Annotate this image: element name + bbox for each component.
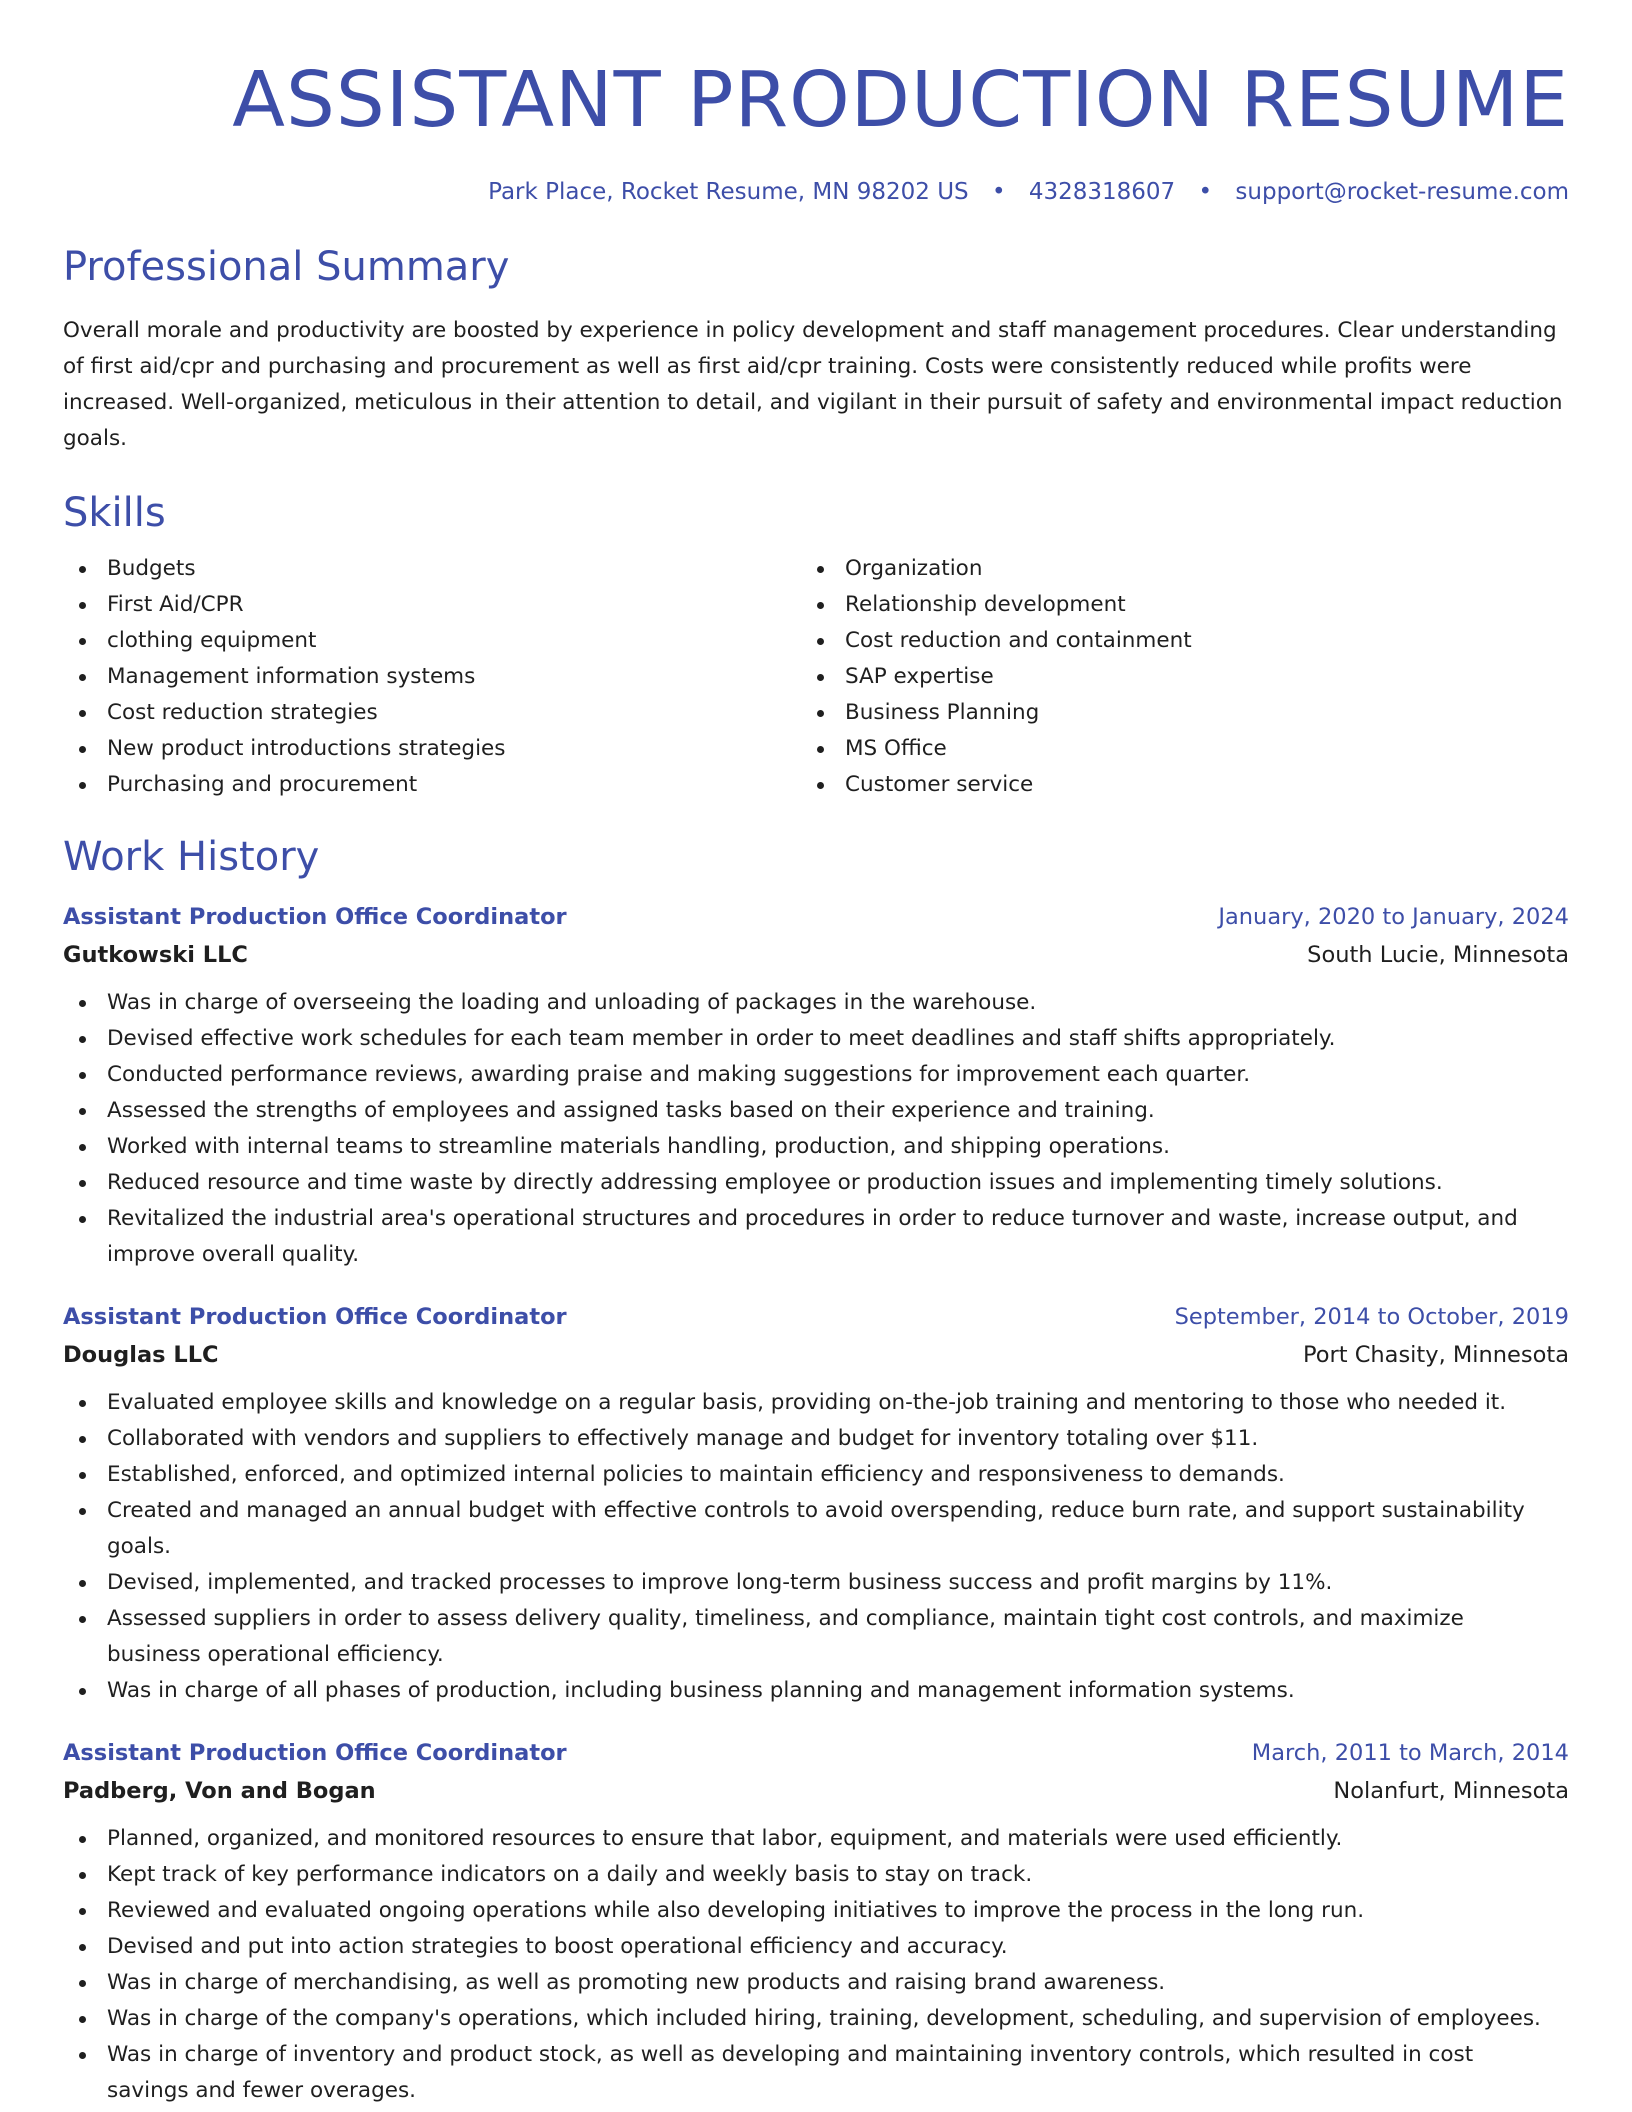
job-header	[63, 1301, 1569, 1333]
contact-phone: 4328318607	[1028, 179, 1176, 205]
skill-item: Budgets	[63, 551, 801, 587]
job-bullet: Devised, implemented, and tracked processes to improve long-term business success and profit margins by 11%.	[63, 1565, 1569, 1601]
job-bullet: Planned, organized, and monitored resources to ensure that labor, equipment, and materials were used efficiently.	[63, 1821, 1569, 1857]
job-company: Padberg, Von and Bogan	[63, 1778, 376, 1804]
contact-separator: •	[991, 179, 1006, 205]
job-dates: January, 2020 to January, 2024	[1218, 904, 1569, 930]
skill-item: SAP expertise	[801, 659, 1554, 695]
skill-item: Organization	[801, 551, 1554, 587]
job-bullet: Created and managed an annual budget with effective controls to avoid overspending, reduce burn rate, and support sustainability goals.	[63, 1493, 1569, 1565]
job-title: Assistant Production Office Coordinator	[63, 904, 567, 930]
contact-separator: •	[1198, 179, 1213, 205]
job-bullet: Reviewed and evaluated ongoing operations while also developing initiatives to improve the process in the long run.	[63, 1893, 1569, 1929]
contact-line	[63, 177, 1569, 207]
job-bullet: Revitalized the industrial area's operational structures and procedures in order to reduce turnover and waste, increase output, and improve overall quality.	[63, 1201, 1569, 1273]
job-dates: March, 2011 to March, 2014	[1251, 1740, 1569, 1766]
job-location: Port Chasity, Minnesota	[1302, 1342, 1569, 1368]
job-entry	[63, 901, 1569, 1273]
summary-heading: Professional Summary	[63, 244, 510, 290]
job-company: Douglas LLC	[63, 1342, 219, 1368]
skill-item: Cost reduction and containment	[801, 623, 1554, 659]
skill-item: Purchasing and procurement	[63, 767, 801, 803]
job-entry	[63, 1301, 1569, 1709]
skill-item: Cost reduction strategies	[63, 695, 801, 731]
job-bullet: Collaborated with vendors and suppliers to effectively manage and budget for inventory totaling over $11.	[63, 1421, 1569, 1457]
job-bullet: Devised and put into action strategies to boost operational efficiency and accuracy.	[63, 1929, 1569, 1965]
job-dates: September, 2014 to October, 2019	[1174, 1304, 1569, 1330]
skill-item: clothing equipment	[63, 623, 801, 659]
skill-item: First Aid/CPR	[63, 587, 801, 623]
job-bullets	[63, 985, 1569, 1273]
work-history-heading: Work History	[63, 834, 320, 880]
job-bullet: Devised effective work schedules for each team member in order to meet deadlines and staff shifts appropriately.	[63, 1021, 1569, 1057]
skill-item: Relationship development	[801, 587, 1554, 623]
job-bullet: Was in charge of merchandising, as well as promoting new products and raising brand awareness.	[63, 1965, 1569, 2001]
job-bullet: Reduced resource and time waste by directly addressing employee or production issues and implementing timely solutions.	[63, 1165, 1569, 1201]
skill-item: New product introductions strategies	[63, 731, 801, 767]
job-bullet: Conducted performance reviews, awarding praise and making suggestions for improvement each quarter.	[63, 1057, 1569, 1093]
summary-text: Overall morale and productivity are boosted by experience in policy development and staff management procedures. Clear understanding of first aid/cpr and purchasing and procurement as well as first aid/cpr training. Costs were consistently reduced while profits were increased. Well-organized, meticulous in their attention to detail, and vigilant in their pursuit of safety and environmental impact reduction goals.	[63, 318, 1563, 451]
job-bullet: Worked with internal teams to streamline materials handling, production, and shipping operations.	[63, 1129, 1569, 1165]
job-bullet: Was in charge of all phases of production, including business planning and management information systems.	[63, 1673, 1569, 1709]
job-bullet: Was in charge of overseeing the loading and unloading of packages in the warehouse.	[63, 985, 1569, 1021]
job-location: Nolanfurt, Minnesota	[1333, 1778, 1569, 1804]
skills-column-left	[63, 551, 801, 803]
skills-heading: Skills	[63, 490, 166, 536]
job-bullet: Assessed the strengths of employees and assigned tasks based on their experience and training.	[63, 1093, 1569, 1129]
skill-item: Customer service	[801, 767, 1554, 803]
job-bullets	[63, 1385, 1569, 1709]
job-subheader	[63, 1339, 1569, 1371]
contact-email: support@rocket-resume.com	[1235, 179, 1569, 205]
job-company: Gutkowski LLC	[63, 942, 248, 968]
job-location: South Lucie, Minnesota	[1307, 942, 1569, 968]
job-bullet: Kept track of key performance indicators on a daily and weekly basis to stay on track.	[63, 1857, 1569, 1893]
job-title: Assistant Production Office Coordinator	[63, 1304, 567, 1330]
job-header	[63, 1737, 1569, 1769]
skill-item: MS Office	[801, 731, 1554, 767]
job-bullets	[63, 1821, 1569, 2109]
skills-list	[63, 551, 1569, 803]
job-header	[63, 901, 1569, 933]
resume-name: ASSISTANT PRODUCTION RESUME	[232, 56, 1569, 145]
skill-item: Management information systems	[63, 659, 801, 695]
skills-column-right	[801, 551, 1554, 803]
job-bullet: Evaluated employee skills and knowledge on a regular basis, providing on-the-job training and mentoring to those who needed it.	[63, 1385, 1569, 1421]
contact-address: Park Place, Rocket Resume, MN 98202 US	[488, 179, 969, 205]
skill-item: Business Planning	[801, 695, 1554, 731]
job-subheader	[63, 939, 1569, 971]
job-bullet: Was in charge of inventory and product stock, as well as developing and maintaining inventory controls, which resulted in cost savings and fewer overages.	[63, 2037, 1569, 2109]
job-subheader	[63, 1775, 1569, 1807]
job-entry	[63, 1737, 1569, 2109]
job-title: Assistant Production Office Coordinator	[63, 1740, 567, 1766]
job-bullet: Was in charge of the company's operations, which included hiring, training, development, scheduling, and supervision of employees.	[63, 2001, 1569, 2037]
job-bullet: Assessed suppliers in order to assess delivery quality, timeliness, and compliance, maintain tight cost controls, and maximize business operational efficiency.	[63, 1601, 1569, 1673]
job-bullet: Established, enforced, and optimized internal policies to maintain efficiency and responsiveness to demands.	[63, 1457, 1569, 1493]
